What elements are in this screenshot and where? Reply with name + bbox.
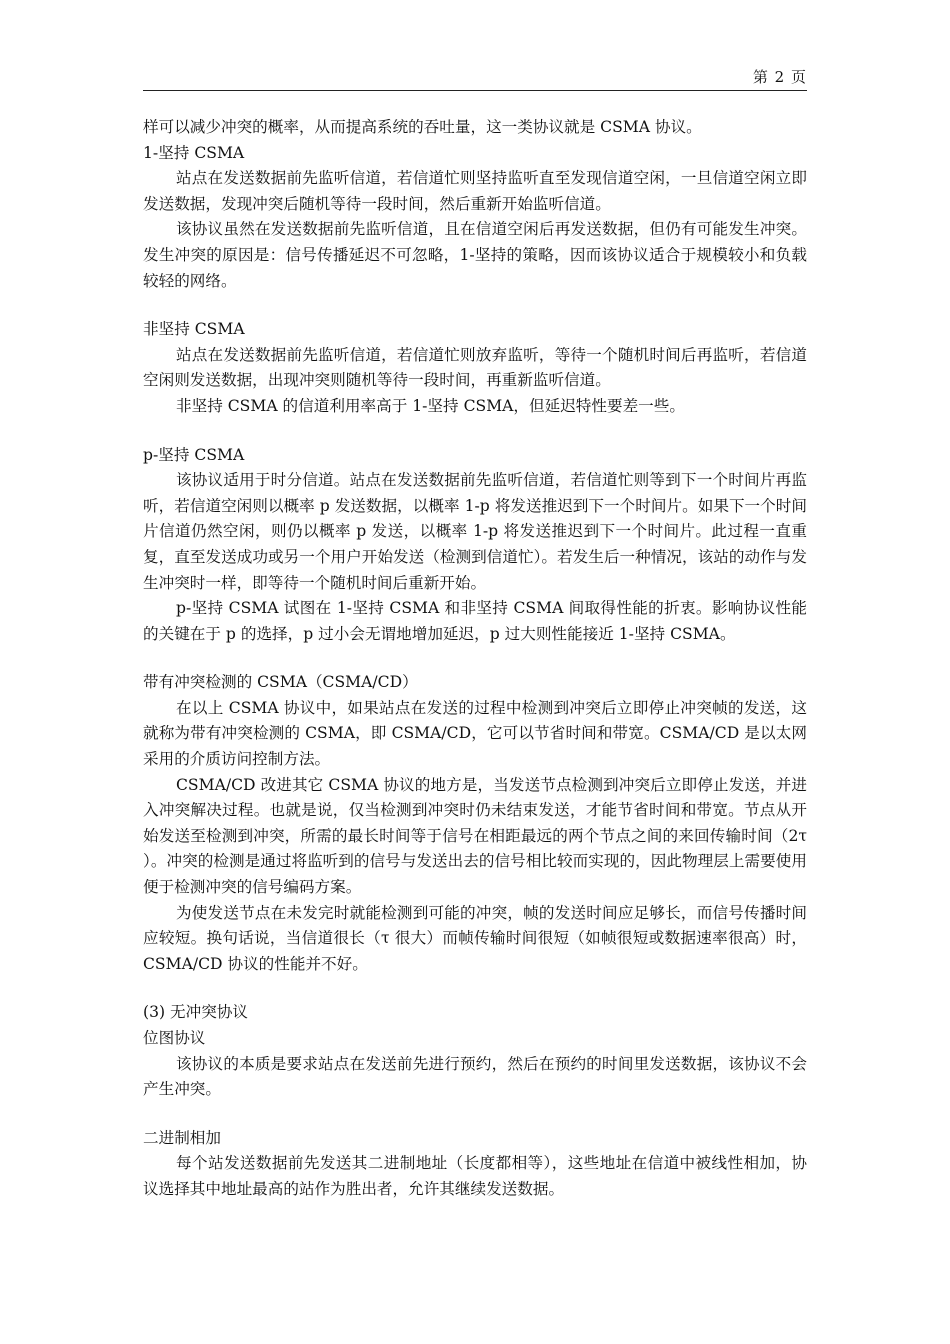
heading-binary-countdown: 二进制相加 <box>143 1128 221 1147</box>
paragraph-gap <box>143 1103 807 1126</box>
paragraph: CSMA/CD 改进其它 CSMA 协议的地方是，当发送节点检测到冲突后立即停止发送，并进入冲突解决过程。也就是说，仅当检测到冲突时仍未结束发送，才能节省时间和带宽。节点从开始发送至检测到冲突，所需的最长时间等于信号在相距最远的两个节点之间的来回传输时间（2τ ）。冲突的检测是通过将监听到的信号与发送出去的信号相比较而实现的，因此物理层上需要使用便于检测冲突的信号编码方案。 <box>143 775 807 897</box>
heading-csma-cd: 带有冲突检测的 CSMA（CSMA/CD） <box>143 673 418 692</box>
paragraph: 每个站发送数据前先发送其二进制地址（长度都相等），这些地址在信道中被线性相加，协议选择其中地址最高的站作为胜出者，允许其继续发送数据。 <box>143 1154 807 1198</box>
paragraph: 该协议适用于时分信道。站点在发送数据前先监听信道，若信道忙则等到下一个时间片再监听，若信道空闲则以概率 p 发送数据，以概率 1-p 将发送推迟到下一个时间片。如果下一个时间片信道仍然空闲，则仍以概率 p 发送，以概率 1-p 将发送推迟到下一个时间片。此过程一直重复，直至发送成功或另一个用户开始发送（检测到信道忙）。若发生后一种情况，该站的动作与发生冲突时一样，即等待一个随机时间后重新开始。 <box>143 471 807 592</box>
paragraph: 非坚持 CSMA 的信道利用率高于 1-坚持 CSMA，但延迟特性要差一些。 <box>176 396 685 415</box>
heading-nonpersistent-csma: 非坚持 CSMA <box>143 320 245 339</box>
document-body <box>143 115 807 1203</box>
paragraph: 该协议虽然在发送数据前先监听信道，且在信道空闲后再发送数据，但仍有可能发生冲突。发生冲突的原因是：信号传播延迟不可忽略，1-坚持的策略，因而该协议适合于规模较小和负载较轻的网络。 <box>143 220 807 290</box>
paragraph: p-坚持 CSMA 试图在 1-坚持 CSMA 和非坚持 CSMA 间取得性能的折衷。影响协议性能的关键在于 p 的选择，p 过小会无谓地增加延迟，p 过大则性能接近 1-坚持 CSMA。 <box>143 599 807 643</box>
paragraph-gap <box>143 647 807 670</box>
paragraph-gap <box>143 420 807 443</box>
paragraph: 站点在发送数据前先监听信道，若信道忙则坚持监听直至发现信道空闲，一旦信道空闲立即发送数据，发现冲突后随机等待一段时间，然后重新开始监听信道。 <box>143 169 807 213</box>
paragraph: 站点在发送数据前先监听信道，若信道忙则放弃监听，等待一个随机时间后再监听，若信道空闲则发送数据，出现冲突则随机等待一段时间，再重新监听信道。 <box>143 345 807 390</box>
page-number: 第 2 页 <box>752 68 807 86</box>
heading-bitmap-protocol: 位图协议 <box>143 1029 206 1047</box>
paragraph-gap <box>143 294 807 317</box>
heading-collision-free-protocols: (3) 无冲突协议 <box>143 1003 249 1022</box>
paragraph-continuation: 样可以减少冲突的概率，从而提高系统的吞吐量，这一类协议就是 CSMA 协议。 <box>143 118 702 136</box>
heading-1-persistent-csma: 1-坚持 CSMA <box>143 143 245 162</box>
paragraph-gap <box>143 977 807 1000</box>
paragraph: 在以上 CSMA 协议中，如果站点在发送的过程中检测到冲突后立即停止冲突帧的发送，这就称为带有冲突检测的 CSMA，即 CSMA/CD，它可以节省时间和带宽。CSMA/CD 是以太网采用的介质访问控制方法。 <box>143 698 807 769</box>
heading-p-persistent-csma: p-坚持 CSMA <box>143 445 245 464</box>
paragraph: 该协议的本质是要求站点在发送前先进行预约，然后在预约的时间里发送数据，该协议不会产生冲突。 <box>143 1054 807 1099</box>
header-rule <box>143 90 807 91</box>
paragraph: 为使发送节点在未发完时就能检测到可能的冲突，帧的发送时间应足够长，而信号传播时间应较短。换句话说，当信道很长（τ 很大）而帧传输时间很短（如帧很短或数据速率很高）时，CSMA/CD 协议的性能并不好。 <box>143 903 807 973</box>
